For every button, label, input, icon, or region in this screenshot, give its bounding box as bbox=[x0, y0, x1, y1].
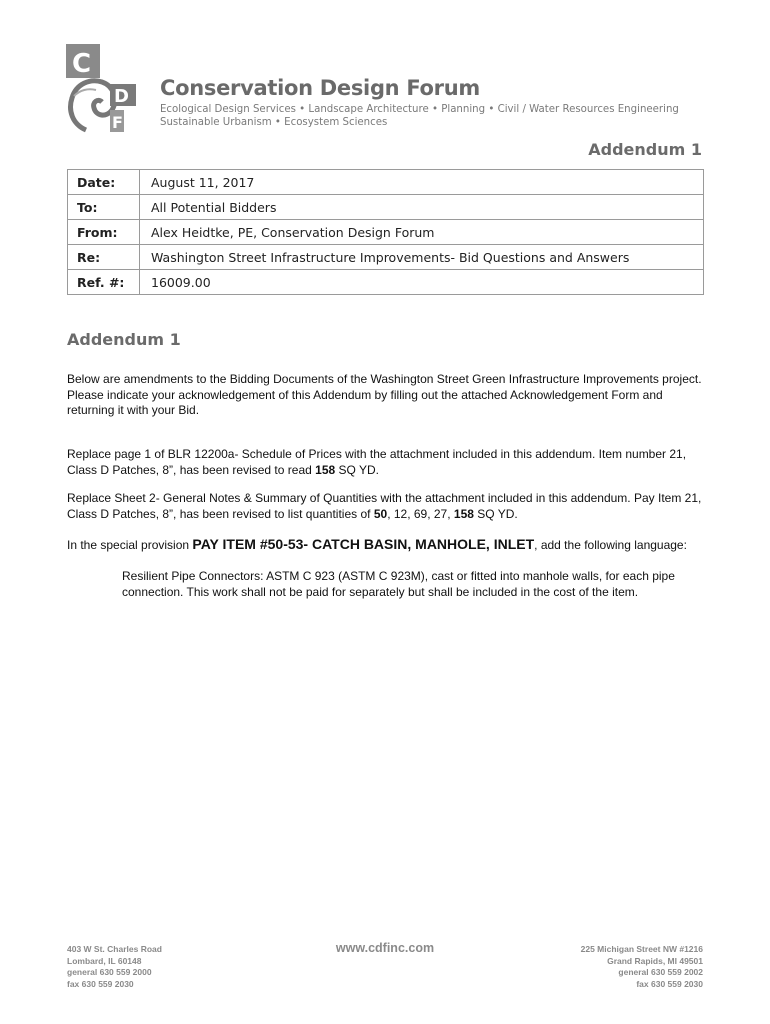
footer-line: Grand Rapids, MI 49501 bbox=[607, 955, 703, 966]
svg-text:F: F bbox=[112, 113, 123, 132]
amendment-paragraph-schedule bbox=[67, 447, 707, 478]
special-provision-paragraph bbox=[67, 537, 707, 554]
text-run: , add the following language: bbox=[534, 538, 687, 552]
text-run: Replace Sheet 2- General Notes & Summary of Quantities with the attachment included in this addendum. Pay Item 21, Class D Patches, 8”, has been revised to list quantities of bbox=[67, 491, 702, 521]
memo-row-ref bbox=[68, 270, 704, 295]
memo-row-from bbox=[68, 220, 704, 245]
memo-label: To: bbox=[68, 195, 140, 220]
amendment-paragraph-sheet bbox=[67, 491, 707, 522]
quantity-bold: 158 bbox=[453, 506, 474, 521]
memo-value: Washington Street Infrastructure Improvements- Bid Questions and Answers bbox=[140, 245, 704, 270]
text-run: , 12, 69, 27, bbox=[387, 506, 454, 521]
svg-text:C: C bbox=[72, 49, 92, 79]
footer-website: www.cdfinc.com bbox=[335, 941, 435, 955]
memo-value: Alex Heidtke, PE, Conservation Design Forum bbox=[140, 220, 704, 245]
intro-paragraph: Below are amendments to the Bidding Documents of the Washington Street Green Infrastructure Improvements project. Please indicate your acknowledgement of this Addendum by filling out the attached Acknowledgement Form and returning it with your Bid. bbox=[67, 372, 702, 417]
footer-line: 403 W St. Charles Road bbox=[67, 944, 162, 954]
footer-line: general 630 559 2002 bbox=[618, 967, 703, 977]
pay-item-title: PAY ITEM #50-53- CATCH BASIN, MANHOLE, INLET bbox=[192, 536, 535, 552]
memo-value: August 11, 2017 bbox=[140, 170, 704, 195]
memo-value: All Potential Bidders bbox=[140, 195, 704, 220]
pipe-connectors-paragraph: Resilient Pipe Connectors: ASTM C 923 (ASTM C 923M), cast or fitted into manhole walls, for each pipe connection. This work shall not be paid for separately but shall be included in the cost of the item. bbox=[122, 569, 675, 599]
memo-header-table bbox=[67, 169, 704, 295]
footer-line: 225 Michigan Street NW #1216 bbox=[580, 944, 703, 954]
svg-text:D: D bbox=[114, 86, 129, 107]
quantity-bold: 50 bbox=[373, 506, 388, 521]
footer-grand-rapids-address bbox=[581, 944, 703, 990]
services-line-2: Sustainable Urbanism • Ecosystem Sciences bbox=[160, 117, 388, 128]
memo-label: Date: bbox=[68, 170, 140, 195]
services-tagline bbox=[160, 103, 679, 129]
section-title: Addendum 1 bbox=[67, 330, 181, 349]
memo-row-to bbox=[68, 195, 704, 220]
footer-lombard-address bbox=[67, 944, 162, 990]
footer-line: fax 630 559 2030 bbox=[636, 978, 703, 989]
text-run: In the special provision bbox=[67, 538, 193, 552]
footer-line: general 630 559 2000 bbox=[67, 967, 152, 977]
memo-label: Re: bbox=[68, 245, 140, 270]
text-run: SQ YD. bbox=[473, 506, 518, 521]
memo-label: Ref. #: bbox=[68, 270, 140, 295]
text-run: SQ YD. bbox=[335, 462, 379, 477]
memo-value: 16009.00 bbox=[140, 270, 704, 295]
company-logo bbox=[66, 44, 138, 134]
organization-name: Conservation Design Forum bbox=[160, 76, 480, 100]
footer-line: fax 630 559 2030 bbox=[67, 978, 134, 989]
footer-line: Lombard, IL 60148 bbox=[67, 955, 142, 966]
text-run: Replace page 1 of BLR 12200a- Schedule of Prices with the attachment included in this addendum. Item number 21, Class D Patches, 8”, has been revised to read bbox=[67, 447, 687, 477]
quantity-bold: 158 bbox=[315, 462, 336, 477]
services-line-1: Ecological Design Services • Landscape Architecture • Planning • Civil / Water Resources Engineering bbox=[160, 104, 679, 115]
memo-row-date bbox=[68, 170, 704, 195]
memo-row-re bbox=[68, 245, 704, 270]
document-title: Addendum 1 bbox=[588, 140, 702, 159]
memo-label: From: bbox=[68, 220, 140, 245]
